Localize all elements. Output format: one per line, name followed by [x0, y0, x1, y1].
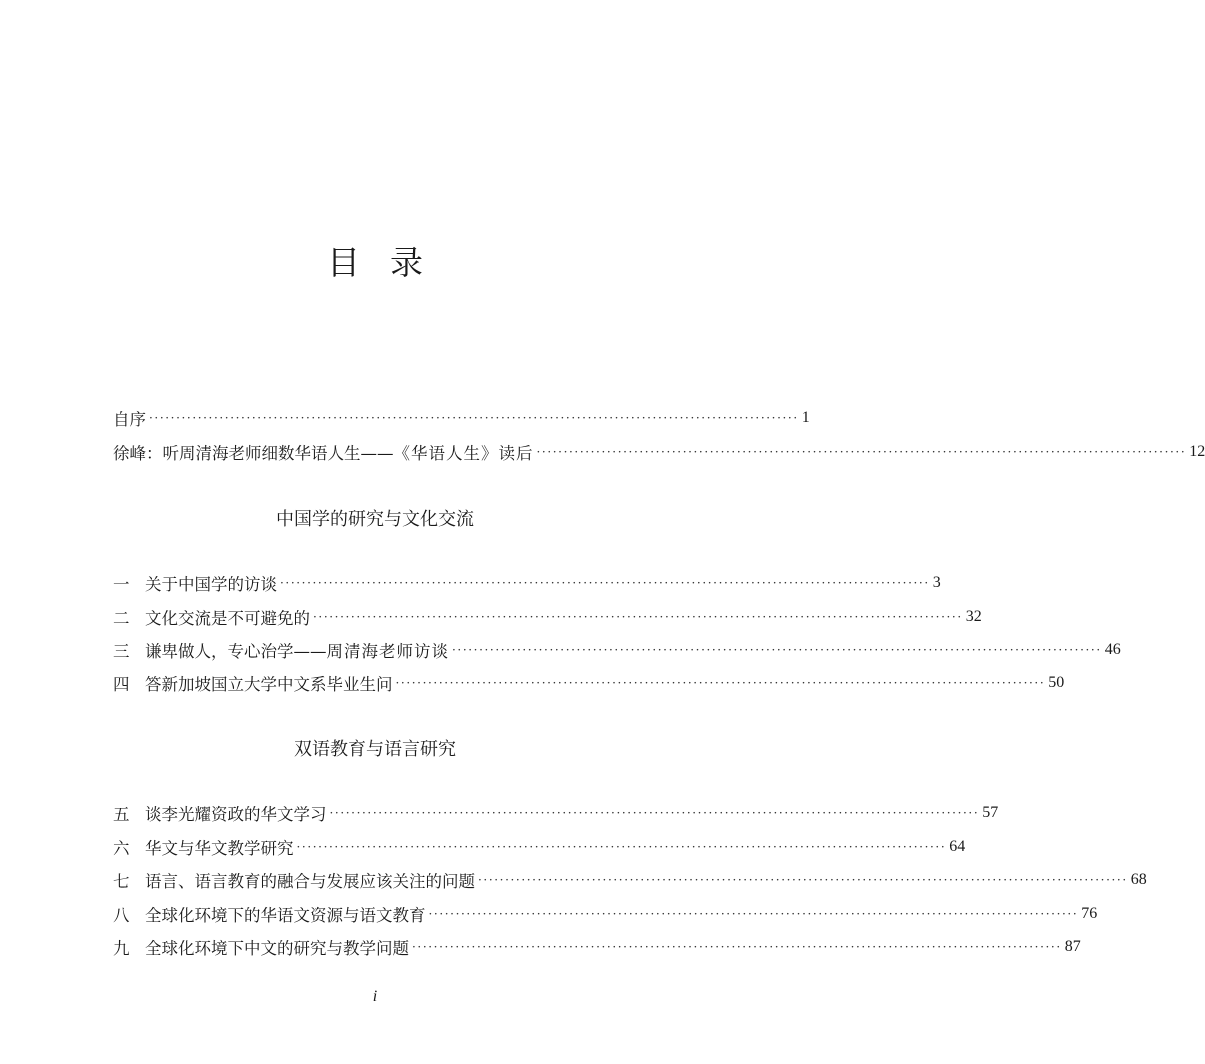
- toc-entry-number: 五: [113, 805, 130, 824]
- dot-leader: ························································································································: [149, 411, 799, 425]
- toc-entry-page: 32: [965, 608, 982, 625]
- dot-leader: ························································································································: [329, 806, 980, 820]
- toc-entry-title: 谈李光耀资政的华文学习: [145, 805, 327, 824]
- dot-leader: ························································································································: [313, 610, 963, 624]
- toc-entry-page: 76: [1081, 905, 1098, 922]
- toc-entry-number: 一: [113, 575, 130, 594]
- toc-entry-page: 57: [982, 804, 999, 821]
- toc-entry[interactable]: [113, 798, 999, 828]
- dot-leader: ························································································································: [452, 643, 1102, 657]
- dot-leader: ························································································································: [296, 840, 947, 854]
- toc-entry-page: 46: [1104, 641, 1121, 658]
- toc-entry-title: 自序: [113, 410, 146, 429]
- page-number: i: [372, 988, 378, 1005]
- toc-entry-page: 68: [1130, 871, 1147, 888]
- toc-entry-title: 全球化环境下的华语文资源与语文教育: [145, 906, 426, 925]
- toc-entry[interactable]: [113, 635, 1121, 665]
- toc-entry-preface[interactable]: [113, 403, 810, 433]
- toc-entry[interactable]: [113, 865, 1147, 895]
- toc-entry-number: 二: [113, 609, 130, 628]
- toc-entry[interactable]: [113, 668, 1065, 698]
- toc-entry[interactable]: [113, 932, 1081, 962]
- toc-entry-title: 答新加坡国立大学中文系毕业生问: [145, 675, 393, 694]
- toc-entry-number: 四: [113, 675, 130, 694]
- dot-leader: ························································································································: [412, 940, 1062, 954]
- toc-entry[interactable]: [113, 899, 1098, 929]
- page-title: 目录: [327, 243, 453, 282]
- toc-entry-title: 华文与华文教学研究: [145, 839, 294, 858]
- toc-entry-subtitle: 《华语人生》读后: [393, 444, 534, 463]
- toc-entry-number: 六: [113, 839, 130, 858]
- toc-entry-review[interactable]: [113, 437, 1205, 467]
- toc-entry[interactable]: [113, 568, 941, 598]
- toc-entry-page: 64: [949, 838, 966, 855]
- toc-entry-number: 九: [113, 939, 130, 958]
- toc-entry-page: 87: [1064, 938, 1081, 955]
- dot-leader: ························································································································: [280, 576, 930, 590]
- toc-entry-number: 八: [113, 906, 130, 925]
- toc-entry-title: 全球化环境下中文的研究与教学问题: [145, 939, 409, 958]
- dot-leader: ························································································································: [478, 873, 1128, 887]
- toc-entry[interactable]: [113, 832, 966, 862]
- toc-entry-title: 谦卑做人，专心治学——: [145, 642, 327, 661]
- section-heading: 双语教育与语言研究: [294, 739, 456, 760]
- toc-entry-number: 七: [113, 872, 130, 891]
- dot-leader: ························································································································: [428, 907, 1079, 921]
- toc-entry-page: 50: [1048, 674, 1065, 691]
- dot-leader: ························································································································: [395, 676, 1046, 690]
- toc-entry-title: 徐峰：听周清海老师细数华语人生——: [113, 444, 394, 463]
- toc-entry-subtitle: 周清海老师访谈: [326, 642, 449, 661]
- toc-entry[interactable]: [113, 602, 982, 632]
- toc-entry-page: 1: [801, 409, 810, 426]
- dot-leader: ························································································································: [536, 445, 1187, 459]
- toc-entry-page: 12: [1189, 443, 1205, 460]
- toc-entry-number: 三: [113, 642, 130, 661]
- toc-entry-title: 语言、语言教育的融合与发展应该关注的问题: [145, 872, 475, 891]
- toc-entry-title: 文化交流是不可避免的: [145, 609, 310, 628]
- section-heading: 中国学的研究与文化交流: [276, 509, 474, 530]
- toc-entry-title: 关于中国学的访谈: [145, 575, 277, 594]
- toc-entry-page: 3: [932, 574, 941, 591]
